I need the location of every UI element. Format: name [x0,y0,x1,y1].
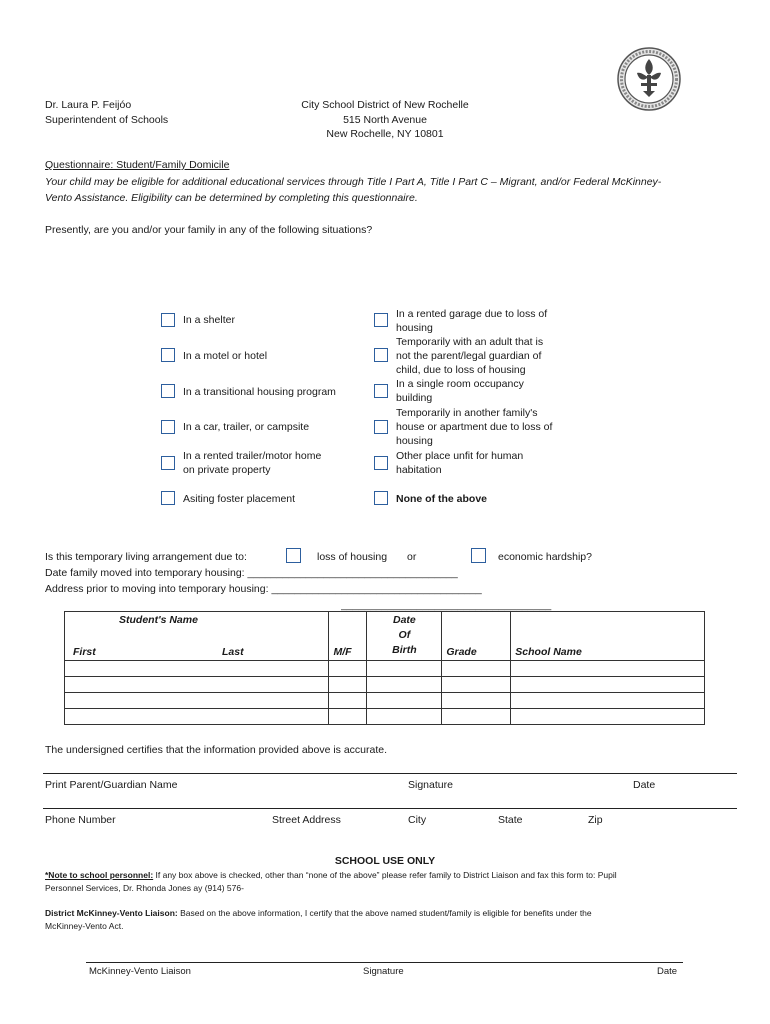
checkbox-foster[interactable] [161,491,175,505]
street-label: Street Address [272,814,341,826]
district-city: New Rochelle, NY 10801 [326,128,444,140]
note-line-2: Personnel Services, Dr. Rhonda Jones ay (914) 576- [45,883,244,893]
label-with-adult-1: Temporarily with an adult that is [396,336,544,348]
district-street: 515 North Avenue [343,114,427,126]
label-none: None of the above [396,493,488,505]
state-label: State [498,814,523,826]
school-use-title: SCHOOL USE ONLY [334,855,436,867]
district-seal-logo [617,47,681,111]
checkbox-motel[interactable] [161,348,175,362]
intro-line-2: Vento Assistance. Eligibility can be determined by completing this questionnaire. [45,192,418,204]
label-garage-1: In a rented garage due to loss of [396,308,548,320]
label-transitional: In a transitional housing program [183,386,336,398]
signature-line-1 [43,773,737,774]
checkbox-transitional[interactable] [161,384,175,398]
header-students-name: Student's Name First Last [65,612,329,661]
signature-label: Signature [408,779,453,791]
date-label: Date [633,779,656,791]
table-row[interactable] [65,693,705,709]
liaison-signature-label: Signature [363,966,404,977]
print-name-label: Print Parent/Guardian Name [45,779,178,791]
liaison-label: District McKinney-Vento Liaison: [45,908,178,918]
liaison-date-label: Date [657,966,678,977]
date-moved-field[interactable]: Date family moved into temporary housing: ____________________________________ [45,567,458,579]
label-single-room-2: building [396,392,433,404]
checkbox-shelter[interactable] [161,313,175,327]
label-car-trailer: In a car, trailer, or campsite [183,421,310,433]
intro-line-1: Your child may be eligible for additional educational services through Title I Part A, Title I Part C – Migrant, and/or Federal McKinney- [45,176,662,188]
checkbox-garage[interactable] [374,313,388,327]
district-name: City School District of New Rochelle [301,99,469,111]
note-label: *Note to school personnel: [45,870,154,880]
liaison-sig-label: McKinney-Vento Liaison [89,966,191,977]
label-or: or [407,551,417,563]
checkbox-another-family[interactable] [374,420,388,434]
label-another-family-1: Temporarily in another family's [396,407,538,419]
label-garage-2: housing [396,322,433,334]
label-another-family-2: house or apartment due to loss of [396,421,553,433]
certify-statement: The undersigned certifies that the information provided above is accurate. [45,744,388,756]
student-table [64,611,705,725]
table-row[interactable] [65,677,705,693]
address-prior-field[interactable]: Address prior to moving into temporary housing: ____________________________________ [45,583,482,595]
label-foster: Asiting foster placement [183,493,296,505]
header-dob: Date Of Birth [367,612,442,661]
table-row[interactable] [65,661,705,677]
arrangement-question: Is this temporary living arrangement due to: [45,551,247,563]
label-economic-hardship: economic hardship? [498,551,592,563]
superintendent-name: Dr. Laura P. Feijóo [45,99,132,111]
checkbox-rented-trailer[interactable] [161,456,175,470]
label-motel: In a motel or hotel [183,350,268,362]
city-label: City [408,814,427,826]
liaison-line-2: McKinney-Vento Act. [45,921,124,931]
checkbox-car-trailer[interactable] [161,420,175,434]
checkbox-economic-hardship[interactable] [471,548,486,563]
situation-question: Presently, are you and/or your family in any of the following situations? [45,224,373,236]
label-rented-trailer-2: on private property [183,464,271,476]
table-row[interactable] [65,709,705,725]
label-loss-of-housing: loss of housing [317,551,388,563]
checkbox-single-room[interactable] [374,384,388,398]
phone-label: Phone Number [45,814,116,826]
header-last: Last [222,646,244,658]
label-with-adult-3: child, due to loss of housing [396,364,526,376]
label-another-family-3: housing [396,435,433,447]
header-first: First [73,646,96,658]
header-grade: Grade [442,612,511,661]
note-line-1: *Note to school personnel: If any box above is checked, other than “none of the above” please refer family to District Liaison and fax this form to: Pupil [45,870,617,880]
checkbox-none[interactable] [374,491,388,505]
label-with-adult-2: not the parent/legal guardian of [396,350,542,362]
zip-label: Zip [588,814,603,826]
superintendent-title: Superintendent of Schools [45,114,169,126]
questionnaire-title: Questionnaire: Student/Family Domicile [45,159,230,171]
label-rented-trailer-1: In a rented trailer/motor home [183,450,322,462]
checkbox-loss-of-housing[interactable] [286,548,301,563]
signature-line-2 [43,808,737,809]
liaison-line-1: District McKinney-Vento Liaison: Based on the above information, I certify that the above named student/family is eligible for benefits under the [45,908,592,918]
checkbox-unfit-place[interactable] [374,456,388,470]
label-unfit-place-1: Other place unfit for human [396,450,524,462]
liaison-signature-line [86,962,683,963]
header-school-name: School Name [511,612,705,661]
label-single-room-1: In a single room occupancy [396,378,524,390]
header-mf: M/F [329,612,367,661]
label-unfit-place-2: habitation [396,464,442,476]
label-shelter: In a shelter [183,314,235,326]
checkbox-with-adult[interactable] [374,348,388,362]
address-prior-continued[interactable]: ____________________________________ [341,599,552,611]
